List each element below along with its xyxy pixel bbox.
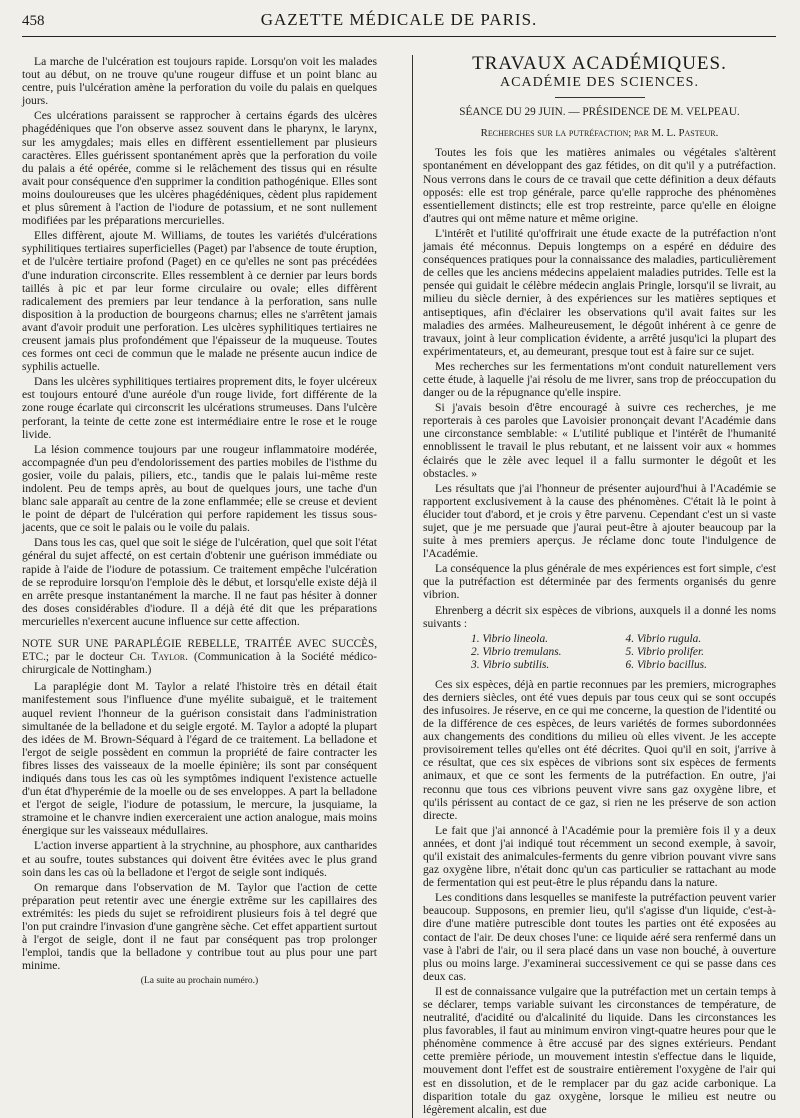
paragraph: Dans les ulcères syphilitiques tertiaires proprement dits, le foyer ulcéreux est toujours entouré d'une auréole d'un rouge livide, fort différente de la zone rouge écarlate qui circonscrit les ulcérations strumeuses. Dans l'ulcère perforant, la teinte de cette zone est intermédiaire entre le rose et le rouge livide. bbox=[22, 375, 377, 441]
species-item: 3. Vibrio subtilis. bbox=[471, 658, 550, 671]
paragraph: Les conditions dans lesquelles se manifeste la putréfaction peuvent varier beaucoup. Supposons, en premier lieu, qu'il s'agisse d'un liquide, c'est-à-dire d'une matière putrescible dont toutes les parties ont été exposées au contact de l'air. De deux choses l'une: ce liquide aéré sera renfermé dans un vase à l'abri de l'air, ou il sera placé dans un vase non bouché, à ouverture plus ou moins large. J'examinerai successivement ce qui se passe dans ces deux cas. bbox=[423, 891, 776, 983]
paragraph: La conséquence la plus générale de mes expériences est fort simple, c'est que la putréfaction est déterminée par des ferments organisés du genre vibrion. bbox=[423, 562, 776, 602]
section-title: TRAVAUX ACADÉMIQUES. bbox=[472, 53, 727, 74]
paragraph: L'action inverse appartient à la strychnine, au phosphore, aux cantharides et au soufre, toutes substances qui doivent être évitées avec le plus grand soin dans les cas où la belladone et l'ergot de seigle sont indiqués. bbox=[22, 839, 377, 879]
right-column bbox=[412, 55, 776, 1118]
memoir-title: Recherches sur la putréfaction; par M. L. Pasteur. bbox=[480, 127, 719, 140]
note-heading bbox=[22, 638, 377, 677]
paragraph: Elles diffèrent, ajoute M. Williams, de toutes les variétés d'ulcérations syphilitiques tertiaires superficielles (Paget) par l'absence de toute éruption, et de l'ulcère tertiaire profond (Paget) en ce qu'elles ne sont pas précédées d'une induration circonscrite. Elles ressemblent à ce dernier par leurs bords taillés à pic et par leur forme circulaire ou ovale; elles diffèrent radicalement des premiers par leur tendance à la perforation, sans nulle disposition à la production de bourgeons charnus; elles ne s'arrêtent jamais avant d'avoir produit une perforation. Les ulcères syphilitiques tertiaires ne creusent jamais plus profondément que l'épaisseur de la muqueuse. Toutes ces formes ont ceci de commun que le malade ne présente aucun indice de syphilis actuelle. bbox=[22, 229, 377, 374]
page-header bbox=[22, 10, 776, 37]
journal-title: GAZETTE MÉDICALE DE PARIS. bbox=[260, 10, 538, 29]
left-column bbox=[22, 55, 383, 1118]
species-item: 4. Vibrio rugula. bbox=[625, 632, 702, 645]
paragraph: Mes recherches sur les fermentations m'ont conduit naturellement vers cette étude, à laquelle j'ai résolu de me livrer, sans trop de préoccupation du danger ou de la répugnance qu'elle inspire. bbox=[423, 359, 776, 400]
page-number: 458 bbox=[22, 13, 45, 29]
session-heading: SÉANCE DU 29 JUIN. — PRÉSIDENCE DE M. VELPEAU. bbox=[459, 106, 740, 119]
paragraph: La paraplégie dont M. Taylor a relaté l'histoire très en détail était manifestement sous l'influence d'une myélite subaiguë, et le traitement auquel revient l'honneur de la guérison consistait dans l'administration simultanée de la belladone et du seigle ergoté. M. Taylor a adopté la plupart des idées de M. Brown-Séquard à l'égard de ce traitement. La belladone et l'ergot de seigle possèdent en commun la propriété de faire contracter les fibres lisses des vaisseaux de la moelle épinière; ils sont par conséquent indiqués dans tous les cas où les symptômes indiquent l'existence actuelle d'un état d'hyperémie de la moelle ou de ses enveloppes. A part la belladone et l'ergot de seigle, l'iodure de potassium, le mercure, la jusquiame, la stramoine et le chanvre indien exerceraient une action analogue, mais moins énergique sur les vaisseaux médullaires. bbox=[22, 680, 377, 838]
paragraph: La marche de l'ulcération est toujours rapide. Lorsqu'on voit les malades tout au début, on ne trouve qu'une rougeur diffuse et un point blanc au centre, puis l'ulcération amène la perforation du voile du palais en quelques jours. bbox=[22, 55, 377, 108]
species-item: 6. Vibrio bacillus. bbox=[625, 658, 707, 671]
paragraph: Ces six espèces, déjà en partie reconnues par les premiers, micrographes des derniers siècles, ont été vues depuis par tous ceux qui se sont occupés des infusoires. Je réserve, en ce qui me concerne, la question de l'identité ou de la différence de ces espèces, de leurs variétés de formes subordonnées aux changements des conditions du milieu où elles vivent. Je les accepte provisoirement telles qu'elles ont été décrites. Quoi qu'il en soit, j'arrive à ce résultat, que ces six espèces de vibrions sont six espèces de ferments animaux, et que ce sont les ferments de la putréfaction. En outre, j'ai reconnu que tous ces vibrions peuvent vivre sans gaz oxygène libre, et qu'ils périssent au contact de ce gaz, si rien ne les préserve de son action directe. bbox=[423, 677, 776, 822]
note-author: Ch. Taylor bbox=[129, 651, 186, 664]
note-heading-text: NOTE SUR UNE PARAPLÉGIE REBELLE, TRAITÉE AVEC SUCCÈS, ETC.; par le docteur bbox=[22, 638, 377, 664]
paragraph: Ces ulcérations paraissent se rapprocher à certains égards des ulcères phagédéniques que l'on observe assez souvent dans le pharynx, le larynx, sur les amygdales; mais elles en diffèrent essentiellement par plusieurs caractères. Elles guérissent spontanément après que la perforation du voile du palais a été opérée, comme si le relâchement des tissus qui en résulte avait pour conséquence d'en supprimer la condition pathogénique. Elles sont moins douloureuses que les ulcères phagédéniques, cèdent plus rapidement et plus sûrement à l'action de l'iodure de potassium, et ne sont nullement modifiées par les préparations mercurielles. bbox=[22, 109, 377, 228]
divider bbox=[555, 97, 645, 98]
academy-heading: ACADÉMIE DES SCIENCES. bbox=[500, 75, 699, 91]
paragraph: La lésion commence toujours par une rougeur inflammatoire modérée, accompagnée d'un peu d'endolorissement des parties mobiles de l'isthme du gosier, voile du palais, piliers, etc., tandis que le palais lui-même reste indolent. Peu de temps après, au bout de quelques jours, une tache d'un blanc sale apparaît au centre de la zone enflammée; elle se creuse et devient le point de départ de l'ulcération qui perfore rapidement les tissus sous-jacents, que ce soit le palais ou le voile du palais. bbox=[22, 442, 377, 535]
note-heading-tail: . (Communication à la Société médico-chirurgicale de Nottingham.) bbox=[22, 651, 377, 677]
species-item: 2. Vibrio tremulans. bbox=[471, 645, 562, 658]
paragraph: Si j'avais besoin d'être encouragé à suivre ces recherches, je me reporterais à ces paroles que Lavoisier prononçait devant l'Académie dans une circonstance semblable: « L'utilité publique et l'intérêt de l'humanité ennoblissent le travail le plus rebutant, et ne laissent voir aux « hommes éclairés que le zèle avec lequel il a fallu surmonter le dégoût et les obstacles. » bbox=[423, 401, 776, 480]
columns bbox=[22, 55, 776, 1118]
paragraph: Ehrenberg a décrit six espèces de vibrions, auxquels il a donné les noms suivants : bbox=[423, 603, 776, 630]
paragraph: Dans tous les cas, quel que soit le siége de l'ulcération, quel que soit l'état général du sujet affecté, on est certain d'obtenir une guérison immédiate ou rapide à l'aide de l'iodure de potassium. Ce traitement empêche l'ulcération de se reproduire lorsqu'on l'emploie dès le début, et lorsqu'elle existe déjà il en arrête presque instantanément la marche. Il ne faut pas hésiter à donner des doses considérables d'iodure. Il a déjà été dit que les préparations mercurielles n'exercent aucune influence sur cette affection. bbox=[22, 536, 377, 628]
paragraph: Le fait que j'ai annoncé à l'Académie pour la première fois il y a deux années, et dont j'ai indiqué tout récemment un second exemple, à savoir, qu'il existait des animalcules-ferments du genre vibrion pouvant vivre sans gaz oxygène libre, n'était donc qu'un cas particulier se rattachant au mode de fermentation qui est peut-être le plus répandu dans la nature. bbox=[423, 823, 776, 890]
species-item: 1. Vibrio lineola. bbox=[471, 632, 548, 645]
paragraph: On remarque dans l'observation de M. Taylor que l'action de cette préparation peut retentir avec une énergie extrême sur les capillaires des extrémités: les pieds du sujet se refroidirent plusieurs fois à tel degré que l'on put craindre l'invasion d'une gangrène sèche. Cet effet appartient surtout à l'ergot de seigle, dont il ne faut par conséquent pas trop prolonger l'emploi, tandis que la belladone y contribue tout au plus pour une part minime. bbox=[22, 880, 377, 973]
continuation-note: (La suite au prochain numéro.) bbox=[140, 976, 259, 987]
species-item: 5. Vibrio prolifer. bbox=[625, 645, 704, 658]
paragraph: Toutes les fois que les matières animales ou végétales s'altèrent spontanément en développant des gaz fétides, on dit qu'il y a putréfaction. Nous verrons dans le cours de ce travail que cette définition a deux défauts opposés: elle est trop générale, parce qu'elle rapproche des phénomènes essentiellement distincts; elle est trop restreinte, parce qu'elle en éloigne d'autres qui ont même nature et même origine. bbox=[423, 146, 776, 225]
paragraph: Les résultats que j'ai l'honneur de présenter aujourd'hui à l'Académie se rapportent exclusivement à la cause des phénomènes. C'était là le point à élucider tout d'abord, et je crois y être parvenu. Cependant c'est un si vaste sujet, que je me persuade que j'aurai peut-être à ajouter beaucoup par la suite à mes premiers aperçus. Je réclame donc toute l'indulgence de l'Académie. bbox=[423, 481, 776, 561]
paragraph: Il est de connaissance vulgaire que la putréfaction met un certain temps à se déclarer, temps variable suivant les circonstances de température, de neutralité, d'acidité ou d'alcalinité du liquide. Dans les circonstances les plus favorables, il faut au minimum environ vingt-quatre heures pour que le phénomène commence à être accusé par des signes extérieurs. Pendant cette première période, un mouvement intestin s'effectue dans le liquide, mouvement dont l'effet est de soustraire entièrement l'oxygène de l'air qui est en dissolution, et de le remplacer par du gaz acide carbonique. La disparition totale du gaz oxygène, lorsque le milieu est neutre ou légèrement alcalin, est due bbox=[423, 984, 776, 1116]
paragraph: L'intérêt et l'utilité qu'offrirait une étude exacte de la putréfaction n'ont jamais été méconnus. Depuis longtemps on a espéré en déduire des conséquences pratiques pour la connaissance des maladies, particulièrement de celles que les anciens médecins appelaient maladies putrides. Telle est la pensée qui guidait le célèbre médecin anglais Pringle, lorsqu'il se livrait, au milieu du siècle dernier, à des expériences sur les matières septiques et antiseptiques, afin d'éclairer les observations qu'il avait faites sur les maladies des armées. Malheureusement, le dégoût inhérent à ce genre de travaux, joint à leur complication évidente, a arrêté jusqu'ici la plupart des expérimentateurs, et, au demeurant, presque tout est à faire sur ce sujet. bbox=[423, 226, 776, 358]
species-list bbox=[423, 633, 776, 672]
